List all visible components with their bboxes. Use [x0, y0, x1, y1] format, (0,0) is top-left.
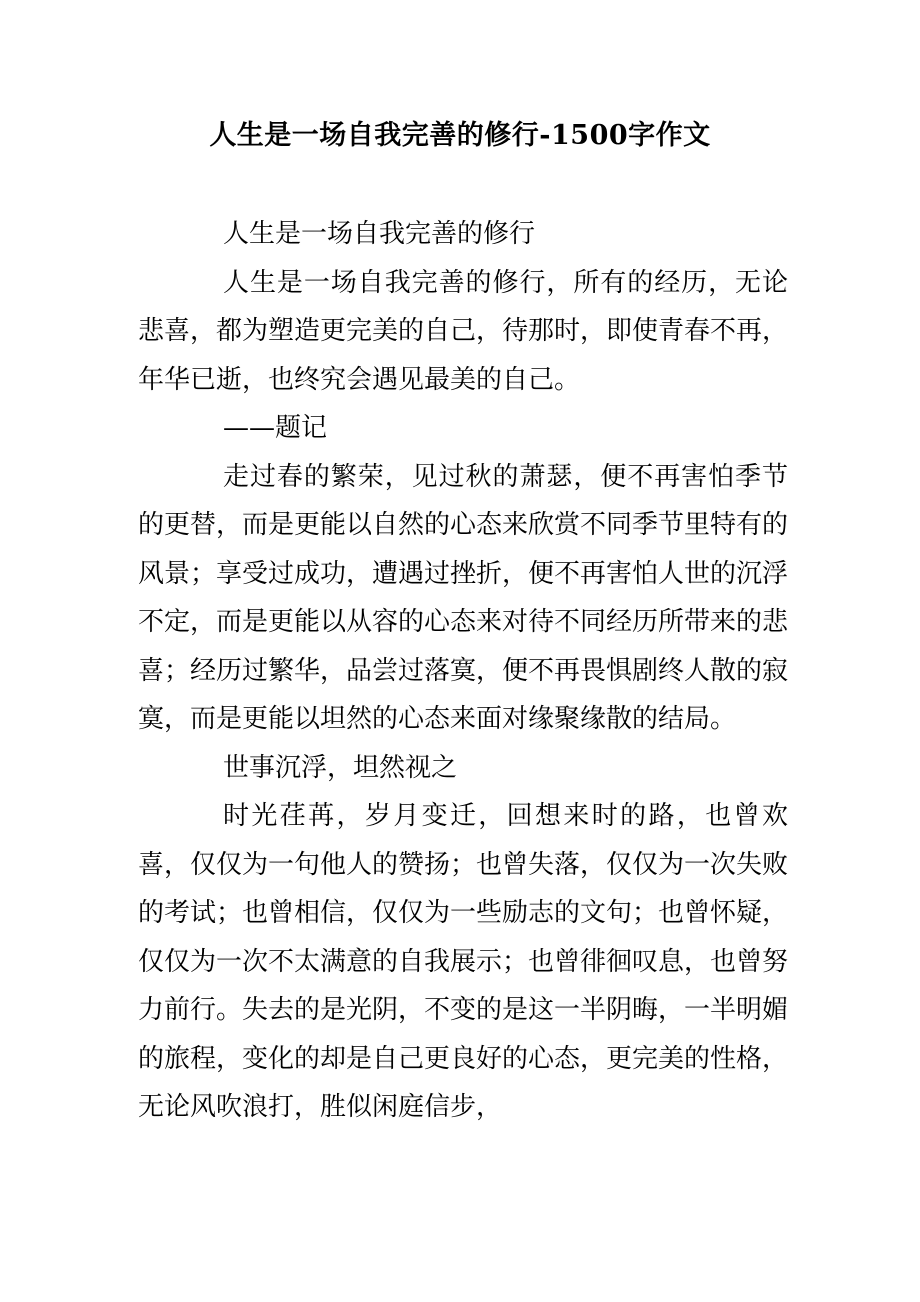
section-heading: 世事沉浮，坦然视之 — [223, 752, 458, 783]
subtitle-paragraph: 人生是一场自我完善的修行 — [223, 219, 536, 249]
body-paragraph: 时光荏苒，岁月变迁，回想来时的路，也曾欢喜，仅仅为一句他人的赞扬；也曾失落，仅仅为一次失败的考试；也曾相信，仅仅为一些励志的文句；也曾怀疑，仅仅为一次不太满意的自我展示；也曾徘徊叹息，也曾努力前行。失去的是光阴，不变的是这一半阴晦，一半明媚的旅程，变化的却是自己更良好的心态，更完美的性格，无论风吹浪打，胜似闲庭信步， — [138, 801, 789, 1122]
document-body — [138, 210, 788, 1132]
epigraph-attribution: ——题记 — [223, 413, 328, 443]
document-title: 人生是一场自我完善的修行-1500字作文 — [209, 120, 711, 151]
epigraph-paragraph: 人生是一场自我完善的修行，所有的经历，无论悲喜，都为塑造更完美的自己，待那时，即使青春不再，年华已逝，也终究会遇见最美的自己。 — [138, 267, 789, 395]
body-paragraph: 走过春的繁荣，见过秋的萧瑟，便不再害怕季节的更替，而是更能以自然的心态来欣赏不同季节里特有的风景；享受过成功，遭遇过挫折，便不再害怕人世的沉浮不定，而是更能以从容的心态来对待不同经历所带来的悲喜；经历过繁华，品尝过落寞，便不再畏惧剧终人散的寂寞，而是更能以坦然的心态来面对缘聚缘散的结局。 — [138, 461, 789, 734]
